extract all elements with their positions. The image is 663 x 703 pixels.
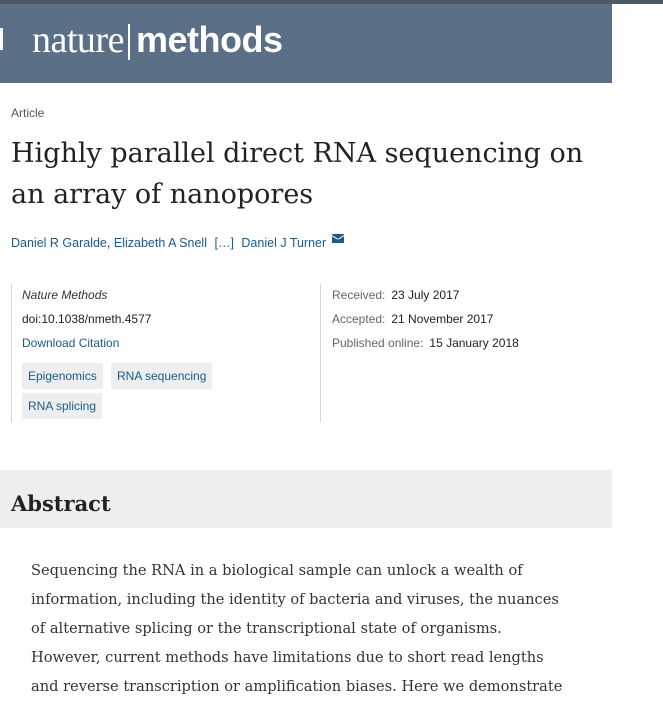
date-row-received [332,288,459,302]
author-link-last[interactable]: Daniel J Turner [241,236,327,250]
date-row-accepted [332,312,493,326]
logo-divider [128,24,130,60]
date-value: 21 November 2017 [391,312,494,326]
article-title: Highly parallel direct RNA sequencing on an array of nanopores [11,138,584,210]
abstract-line: and reverse transcription or amplification biases. Here we demonstrate [31,678,563,695]
masthead [0,4,612,83]
author-link-first[interactable]: Daniel R Garalde [11,236,107,250]
download-citation-link[interactable]: Download Citation [22,336,120,350]
abstract-header [0,470,612,528]
date-row-published [332,336,519,350]
doi-text: doi:10.1038/nmeth.4577 [22,312,152,326]
subject-tag-rna-sequencing[interactable]: RNA sequencing [111,363,212,389]
author-separator: , [106,236,111,250]
abstract-line: of alternative splicing or the transcriptional state of organisms. [31,620,502,637]
author-link-second[interactable]: Elizabeth A Snell [113,236,207,250]
date-label: Received: [332,288,386,302]
masthead-edge-bar [0,28,3,50]
abstract-heading: Abstract [11,491,111,516]
date-label: Published online: [332,336,424,350]
journal-name: Nature Methods [22,288,108,302]
abstract-body [31,556,616,701]
logo-word-methods: methods [135,19,283,60]
subject-tag-epigenomics[interactable]: Epigenomics [22,363,103,389]
abstract-line: However, current methods have limitations due to short read lengths [31,649,544,666]
date-value: 23 July 2017 [391,288,460,302]
author-list [11,234,344,250]
abstract-line: Sequencing the RNA in a biological sample can unlock a wealth of [31,562,523,579]
date-value: 15 January 2018 [429,336,519,350]
article-type-label: Article [11,106,45,120]
article-info-panel [11,284,321,422]
expand-authors-button[interactable]: […] [214,236,234,250]
journal-logo[interactable] [32,18,282,66]
subject-tag-rna-splicing[interactable]: RNA splicing [22,393,102,419]
date-label: Accepted: [332,312,386,326]
mail-icon[interactable] [332,234,344,243]
logo-word-nature: nature [32,19,124,61]
abstract-line: information, including the identity of bacteria and viruses, the nuances [31,591,559,608]
